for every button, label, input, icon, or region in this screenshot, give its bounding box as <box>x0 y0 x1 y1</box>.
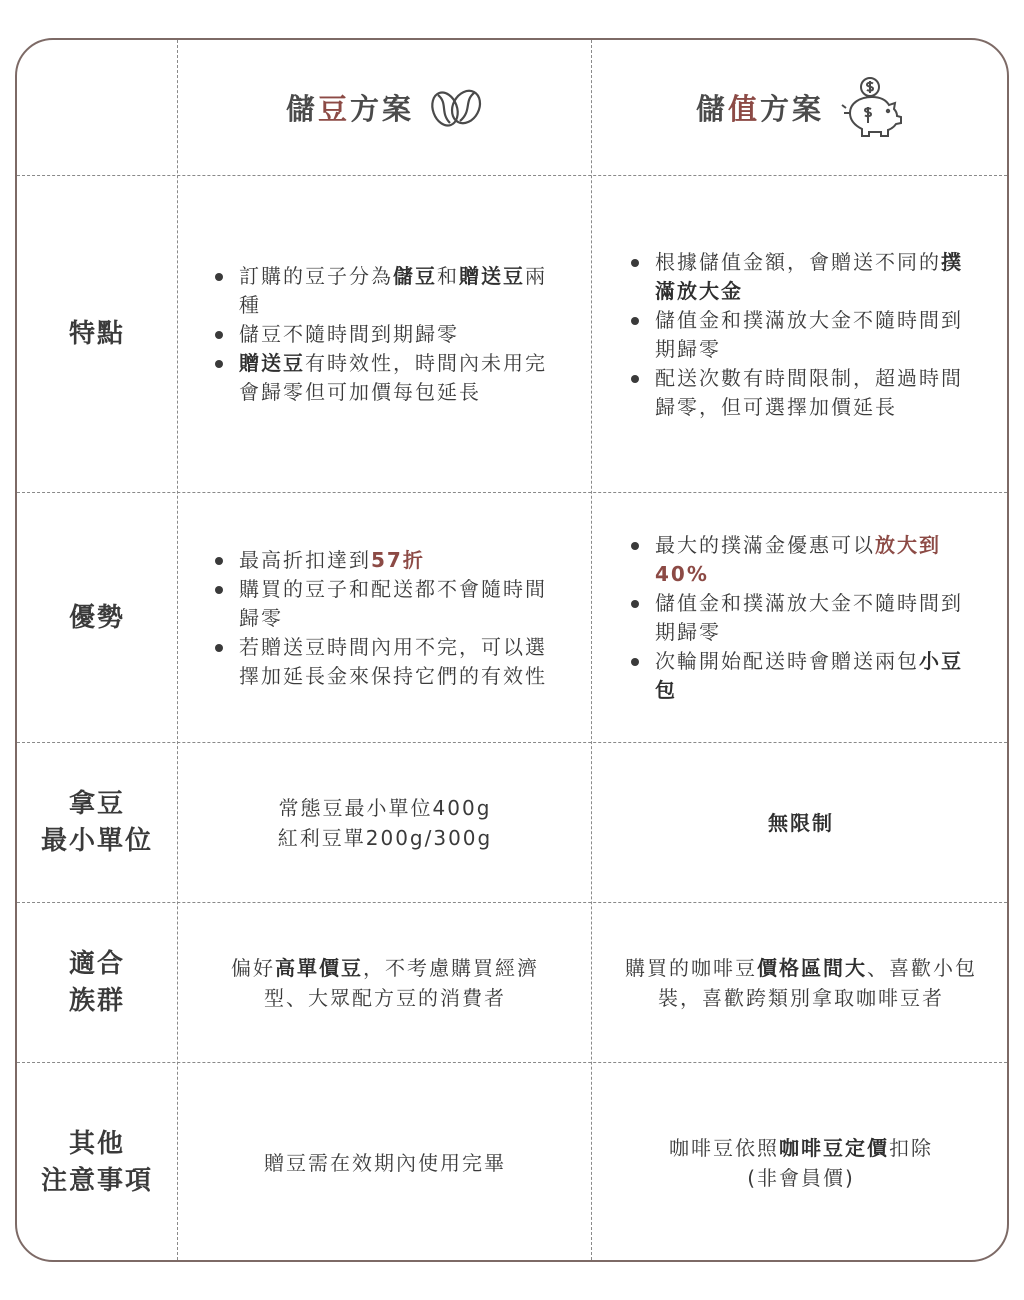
text-segment: 常態豆最小單位400g 紅利豆單200g/300g <box>277 796 493 850</box>
text-segment: 有時效性，時間內未用完會歸零但可加價每包延長 <box>239 351 547 404</box>
text-segment: 儲值金和撲滿放大金不隨時間到期歸零 <box>655 591 963 644</box>
row-label-advantages <box>17 494 177 742</box>
min-unit-bean-cell <box>179 744 591 902</box>
row-label-min-unit <box>17 744 177 902</box>
feature-list <box>627 248 975 422</box>
row-label-text: 優勢 <box>68 602 125 633</box>
notes-text <box>669 1133 933 1193</box>
list-item <box>211 349 559 407</box>
highlight-text: 57折 <box>371 547 425 572</box>
title-text: 方案 <box>760 92 825 126</box>
audience-text <box>621 953 981 1013</box>
notes-bean-cell <box>179 1064 591 1262</box>
list-item <box>627 531 975 589</box>
text-segment: 最高折扣達到 <box>239 547 371 572</box>
features-bean-cell <box>179 177 591 492</box>
bold-text: 贈送豆 <box>239 351 305 375</box>
bold-text: 贈送豆 <box>459 264 525 288</box>
column-divider <box>177 40 178 1260</box>
row-label-audience <box>17 904 177 1062</box>
advantage-list <box>627 531 975 705</box>
text-segment: 配送次數有時間限制，超過時間歸零，但可選擇加價延長 <box>655 365 963 419</box>
text-segment: 扣除 (非會員價) <box>747 1136 933 1190</box>
title-accent: 值 <box>727 92 760 126</box>
list-item <box>627 248 975 306</box>
list-item <box>211 320 559 349</box>
bold-text: 撲滿放大金 <box>655 249 963 303</box>
notes-text <box>264 1148 506 1178</box>
value-plan-title <box>696 75 906 141</box>
row-label-notes <box>17 1064 177 1262</box>
list-item <box>627 647 975 705</box>
advantage-list <box>211 546 559 691</box>
features-value-cell <box>593 177 1009 492</box>
text-segment: 兩種 <box>239 264 547 317</box>
header-value-plan <box>593 40 1009 175</box>
title-text: 儲 <box>285 92 318 126</box>
advantages-bean-cell <box>179 494 591 742</box>
row-divider <box>17 492 1007 493</box>
title-text: 方案 <box>350 92 415 126</box>
row-label-text: 拿豆 最小單位 <box>40 789 153 856</box>
row-label-text: 特點 <box>68 319 125 349</box>
row-divider <box>17 742 1007 743</box>
audience-value-cell <box>593 904 1009 1062</box>
row-divider <box>17 1062 1007 1063</box>
list-item <box>627 364 975 422</box>
text-segment: 贈豆需在效期內使用完畢 <box>264 1151 506 1175</box>
list-item <box>627 306 975 364</box>
list-item <box>211 575 559 633</box>
list-item <box>211 546 559 575</box>
text-segment: 儲值金和撲滿放大金不隨時間到期歸零 <box>655 307 963 361</box>
row-divider <box>17 902 1007 903</box>
row-label-text: 適合 族群 <box>68 949 125 1016</box>
text-segment: 、喜歡小包裝，喜歡跨類別拿取咖啡豆者 <box>658 956 977 1010</box>
row-divider <box>17 175 1007 176</box>
bold-text: 無限制 <box>768 811 834 835</box>
bold-text: 咖啡豆定價 <box>779 1136 889 1160</box>
row-label-text: 其他 注意事項 <box>40 1129 153 1196</box>
audience-bean-cell <box>179 904 591 1062</box>
bold-text: 價格區間大 <box>757 956 867 980</box>
title-accent: 豆 <box>317 92 350 126</box>
piggy-bank-dollar-icon <box>838 75 906 141</box>
highlight-text: 放大到40% <box>655 533 941 586</box>
text-segment: 偏好 <box>231 956 275 980</box>
advantages-value-cell <box>593 494 1009 742</box>
text-segment: 咖啡豆依照 <box>669 1136 779 1160</box>
notes-value-cell <box>593 1064 1009 1262</box>
list-item <box>627 589 975 647</box>
min-unit-text <box>768 808 834 838</box>
coffee-bean-icon <box>428 87 484 129</box>
text-segment: ，不考慮購買經濟型、大眾配方豆的消費者 <box>264 956 539 1010</box>
header-bean-plan <box>179 40 591 175</box>
text-segment: 和 <box>437 264 459 288</box>
audience-text <box>215 953 555 1013</box>
list-item <box>211 262 559 320</box>
title-text: 儲 <box>695 92 728 126</box>
bold-text: 高單價豆 <box>275 956 363 980</box>
feature-list <box>211 262 559 407</box>
text-segment: 次輪開始配送時會贈送兩包 <box>655 649 919 673</box>
min-unit-value-cell <box>593 744 1009 902</box>
text-segment: 根據儲值金額，會贈送不同的 <box>655 249 941 274</box>
min-unit-text <box>278 793 492 853</box>
text-segment: 購買的咖啡豆 <box>625 956 757 980</box>
comparison-table <box>15 38 1009 1262</box>
column-divider <box>591 40 592 1260</box>
text-segment: 購買的豆子和配送都不會隨時間歸零 <box>239 576 547 630</box>
bold-text: 儲豆 <box>393 264 437 288</box>
text-segment: 若贈送豆時間內用不完，可以選擇加延長金來保持它們的有效性 <box>239 634 547 688</box>
text-segment: 儲豆不隨時間到期歸零 <box>239 322 459 346</box>
text-segment: 訂購的豆子分為 <box>239 264 393 288</box>
row-label-features <box>17 177 177 492</box>
list-item <box>211 633 559 691</box>
text-segment: 最大的撲滿金優惠可以 <box>655 533 875 557</box>
bean-plan-title <box>286 87 484 129</box>
bold-text: 小豆包 <box>655 649 963 702</box>
